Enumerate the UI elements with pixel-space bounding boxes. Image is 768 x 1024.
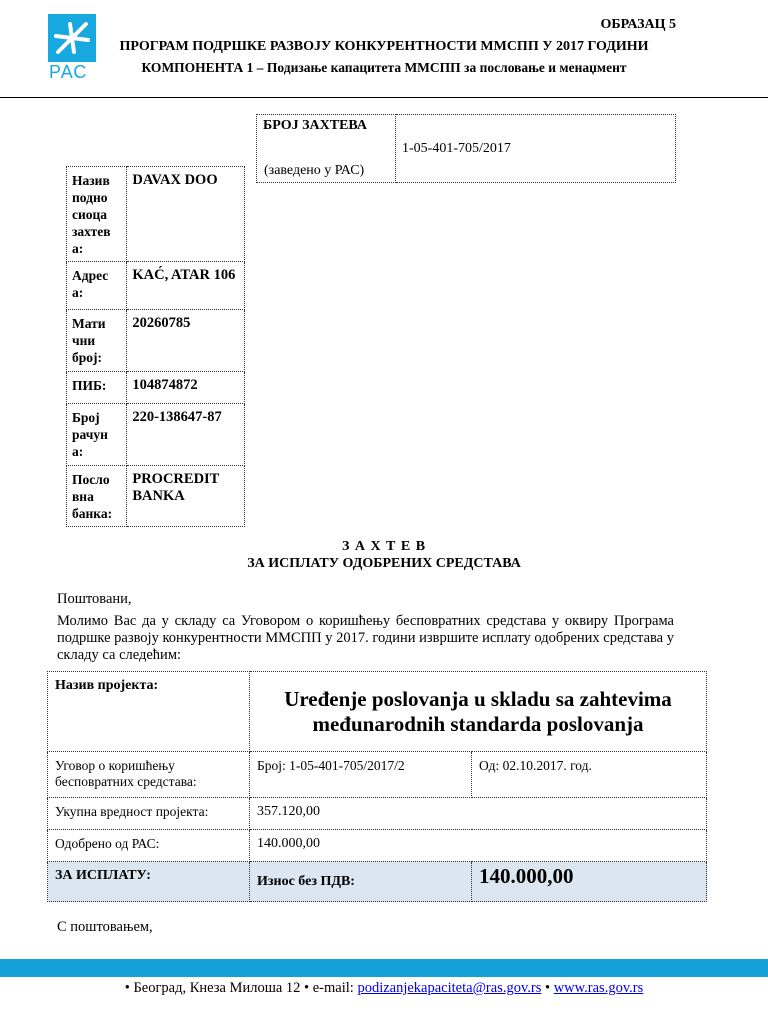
request-number-box (256, 114, 676, 183)
total-row (48, 798, 707, 830)
project-label: Назив пројекта: (48, 672, 250, 752)
applicant-label: Адрес а: (67, 262, 127, 310)
applicant-value: KAĆ, ATAR 106 (127, 262, 245, 310)
applicant-row (67, 167, 245, 262)
applicant-label: Назив подно сиоца захтев а: (67, 167, 127, 262)
component-title: КОМПОНЕНТА 1 – Подизање капацитета ММСПП за пословање и менаџмент (141, 60, 627, 75)
form-number: ОБРАЗАЦ 5 (600, 17, 676, 32)
payout-row (48, 862, 707, 902)
applicant-row (67, 372, 245, 404)
contract-date: Од: 02.10.2017. год. (472, 752, 707, 798)
applicant-row (67, 262, 245, 310)
approved-value: 140.000,00 (250, 830, 707, 862)
request-paragraph: Молимо Вас да у складу са Уговором о коришћењу бесповратних средстава у оквиру Програма подршке развоју конкурентности ММСПП у 2017. години извршите исплату одобрених средстава у складу са следећим: (57, 613, 674, 663)
email-link[interactable]: podizanjekapaciteta@ras.gov.rs (357, 980, 542, 996)
ras-logo (48, 14, 96, 62)
registered-label: (заведено у РАС) (264, 163, 365, 178)
request-number-value: 1-05-401-705/2017 (396, 115, 676, 183)
request-number-label: БРОЈ ЗАХТЕВА (263, 118, 367, 133)
applicant-label: Број рачун а: (67, 404, 127, 466)
approved-label: Одобрено од РАС: (48, 830, 250, 862)
amount-value: 140.000,00 (472, 862, 707, 902)
total-label: Укупна вредност пројекта: (48, 798, 250, 830)
request-number-label-cell (257, 115, 396, 183)
payment-details-table (47, 671, 707, 902)
footer-address: • Београд, Кнеза Милоша 12 • e-mail: (124, 980, 358, 996)
greeting: Поштовани, (57, 591, 132, 607)
footer (0, 980, 768, 997)
ras-logo-icon (48, 14, 96, 62)
document-title: З А Х Т Е В (341, 539, 427, 554)
applicant-row (67, 404, 245, 466)
payout-label: ЗА ИСПЛАТУ: (48, 862, 250, 902)
project-name: Uređenje poslovanja u skladu sa zahtevima međunarodnih standarda poslovanja (250, 672, 707, 752)
applicant-row (67, 310, 245, 372)
applicant-value: PROCREDIT BANKA (127, 466, 245, 527)
applicant-row (67, 466, 245, 527)
applicant-label: Мати чни број: (67, 310, 127, 372)
applicant-value: 104874872 (127, 372, 245, 404)
website-link[interactable]: www.ras.gov.rs (553, 980, 644, 996)
program-title: ПРОГРАМ ПОДРШКЕ РАЗВОЈУ КОНКУРЕНТНОСТИ ММСПП У 2017 ГОДИНИ (119, 39, 649, 54)
header-divider (0, 97, 768, 98)
amount-label: Износ без ПДВ: (250, 862, 472, 902)
contract-label: Уговор о коришћењу бесповратних средстава: (48, 752, 250, 798)
applicant-table (66, 166, 245, 527)
applicant-label: Посло вна банка: (67, 466, 127, 527)
closing: С поштовањем, (57, 919, 153, 935)
applicant-value: 220-138647-87 (127, 404, 245, 466)
applicant-value: 20260785 (127, 310, 245, 372)
total-value: 357.120,00 (250, 798, 707, 830)
footer-separator: • (541, 980, 554, 996)
document-subtitle: ЗА ИСПЛАТУ ОДОБРЕНИХ СРЕДСТАВА (247, 556, 521, 571)
applicant-value: DAVAX DOO (127, 167, 245, 262)
contract-row (48, 752, 707, 798)
footer-band (0, 959, 768, 977)
logo-text: РАС (49, 62, 88, 82)
project-row (48, 672, 707, 752)
contract-number: Број: 1-05-401-705/2017/2 (250, 752, 472, 798)
approved-row (48, 830, 707, 862)
applicant-label: ПИБ: (67, 372, 127, 404)
